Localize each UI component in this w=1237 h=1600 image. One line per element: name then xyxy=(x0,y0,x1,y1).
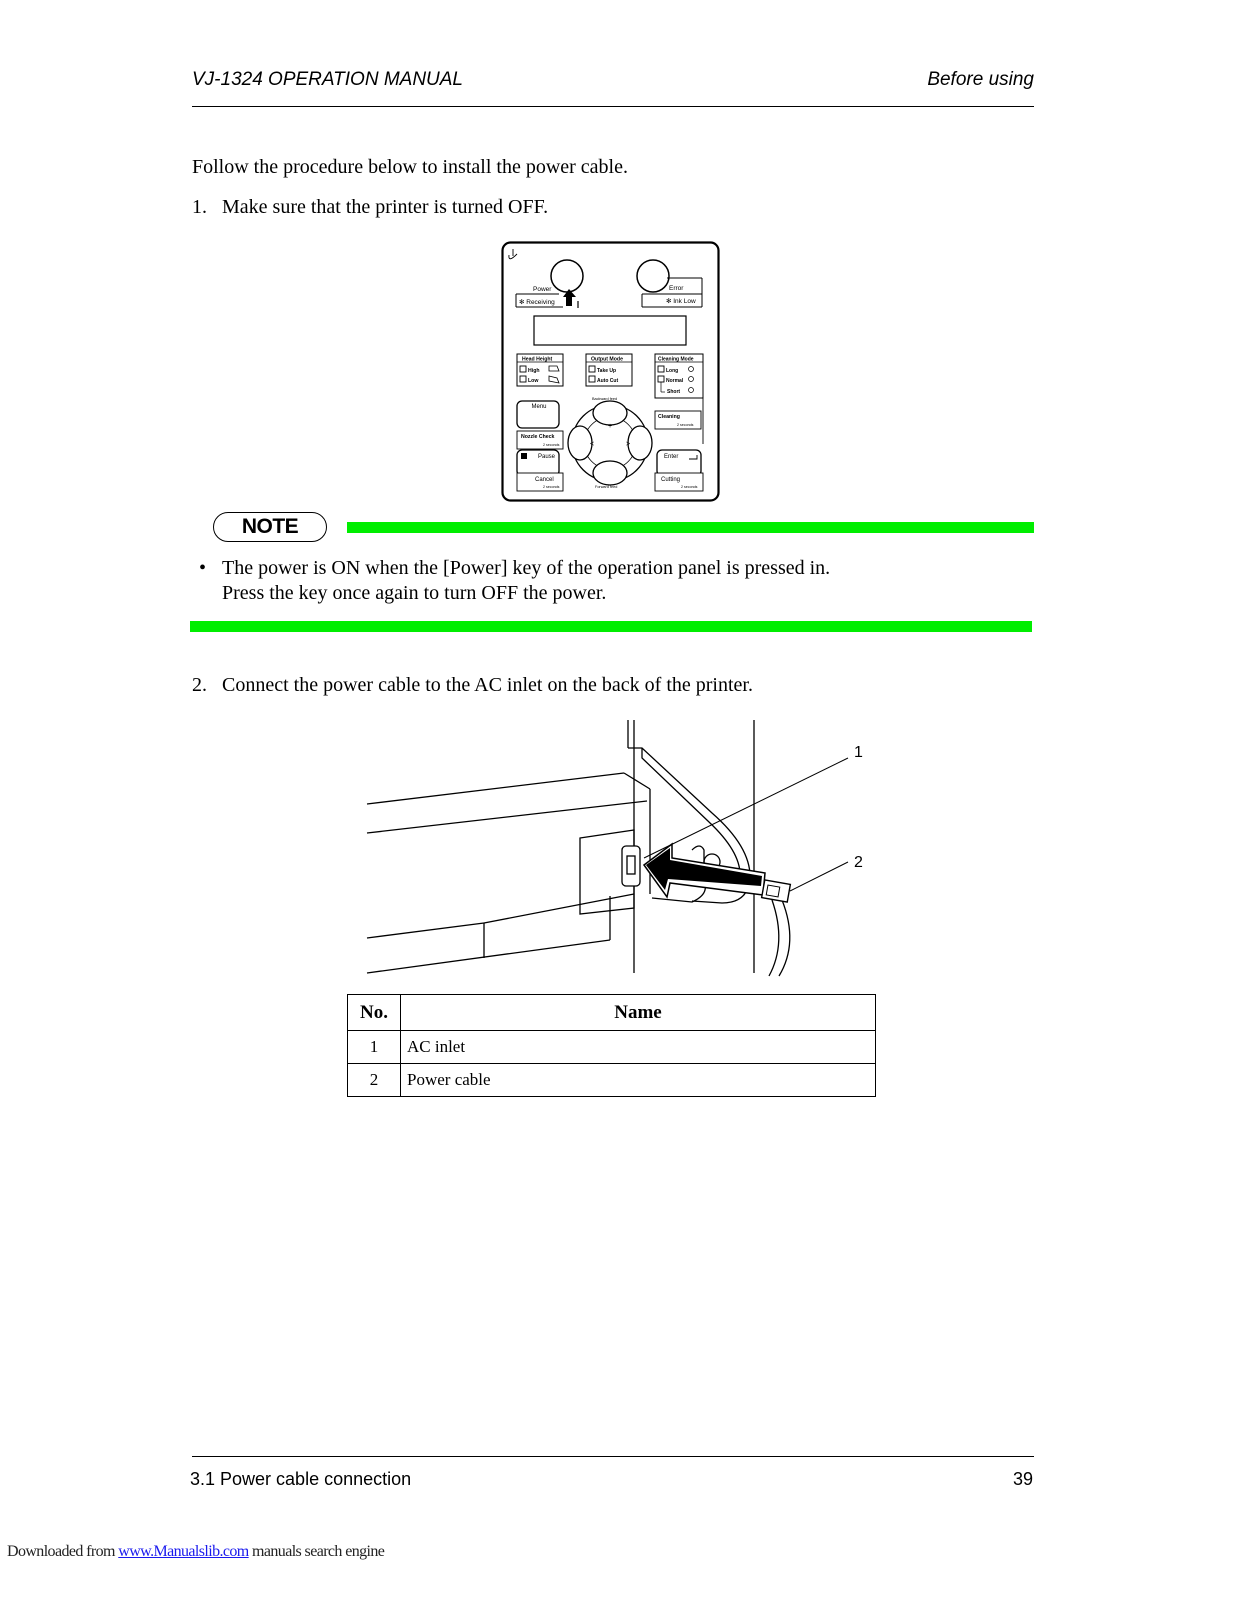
download-prefix: Downloaded from xyxy=(7,1543,119,1560)
callout-2: 2 xyxy=(854,854,863,871)
cutting-seconds-label: 2 seconds xyxy=(681,485,698,489)
cancel-seconds-label: 2 seconds xyxy=(543,485,560,489)
lcd-display xyxy=(534,316,686,345)
step-number: 2. xyxy=(192,674,207,696)
cleaning-short-label: Short xyxy=(667,389,681,395)
cleaning-mode-group xyxy=(655,354,703,398)
minus-label: – xyxy=(608,458,612,465)
cleaning-mode-title: Cleaning Mode xyxy=(658,356,694,363)
table-row xyxy=(348,1064,876,1097)
head-height-group xyxy=(517,354,563,386)
manual-title: VJ-1324 OPERATION MANUAL xyxy=(192,69,464,90)
step-1 xyxy=(192,195,548,220)
section-title: Before using xyxy=(927,69,1034,90)
forward-feed-label: Forward feed xyxy=(595,485,618,489)
note-label: NOTE xyxy=(213,512,327,542)
callout-1: 1 xyxy=(854,744,863,761)
manualslib-link[interactable]: www.Manualslib.com xyxy=(118,1543,249,1560)
head-height-title: Head Height xyxy=(522,356,553,363)
operation-panel-figure xyxy=(501,241,721,503)
take-up-label: Take Up xyxy=(597,368,617,374)
row-number: 1 xyxy=(348,1031,401,1064)
auto-cut-label: Auto Cut xyxy=(597,378,619,384)
step-2 xyxy=(192,673,753,698)
pause-label: Pause xyxy=(538,454,556,460)
note-bar-top xyxy=(347,522,1034,533)
download-notice xyxy=(7,1543,384,1561)
menu-label: Menu xyxy=(531,404,547,410)
output-mode-title: Output Mode xyxy=(591,356,623,363)
output-mode-group xyxy=(586,354,632,386)
note-text-line-2: Press the key once again to turn OFF the power. xyxy=(222,582,607,604)
cutting-label: Cutting xyxy=(661,477,681,483)
step-text: Make sure that the printer is turned OFF. xyxy=(222,196,549,218)
row-number: 2 xyxy=(348,1064,401,1097)
note-bullet: • xyxy=(199,557,207,579)
cleaning-seconds-label: 2 seconds xyxy=(677,423,694,427)
table-row xyxy=(348,1031,876,1064)
note-text-line-1: The power is ON when the [Power] key of the operation panel is pressed in. xyxy=(222,557,831,579)
head-high-label: High xyxy=(528,368,540,374)
footer-section: 3.1 Power cable connection xyxy=(190,1469,412,1489)
error-label: Error xyxy=(669,285,684,292)
step-number: 1. xyxy=(192,196,207,218)
menu-key xyxy=(517,401,559,428)
parts-table xyxy=(347,994,876,1097)
row-name: AC inlet xyxy=(401,1031,876,1064)
power-cable-illustration xyxy=(362,718,872,980)
ink-low-label: ✻ Ink Low xyxy=(666,298,696,305)
table-header-row xyxy=(348,995,876,1031)
power-label: Power xyxy=(533,286,552,293)
enter-label: Enter xyxy=(664,454,679,460)
cleaning-long-label: Long xyxy=(666,368,679,374)
row-name: Power cable xyxy=(401,1064,876,1097)
intro-text: Follow the procedure below to install the power cable. xyxy=(192,156,628,178)
nozzle-check-key xyxy=(517,431,563,491)
right-label: > xyxy=(625,441,631,448)
nozzle-seconds-label: 2 seconds xyxy=(543,443,560,447)
download-suffix: manuals search engine xyxy=(248,1543,385,1560)
note-bar-bottom xyxy=(190,621,1032,632)
header-divider xyxy=(192,106,1034,107)
head-low-label: Low xyxy=(528,378,539,384)
cleaning-label: Cleaning xyxy=(658,414,680,420)
receiving-label: ✻ Receiving xyxy=(519,299,555,306)
nozzle-check-label: Nozzle Check xyxy=(521,434,555,440)
header-no: No. xyxy=(348,995,401,1031)
backward-feed-label: Backward feed xyxy=(592,397,618,401)
footer-divider xyxy=(192,1456,1034,1457)
cleaning-normal-label: Normal xyxy=(666,378,684,384)
page-number: 39 xyxy=(1012,1469,1033,1489)
enter-key xyxy=(655,450,703,491)
left-label: < xyxy=(589,441,595,448)
plus-label: + xyxy=(607,423,613,430)
cancel-label: Cancel xyxy=(535,477,554,483)
header-name: Name xyxy=(401,995,876,1031)
step-text: Connect the power cable to the AC inlet on the back of the printer. xyxy=(222,674,753,696)
